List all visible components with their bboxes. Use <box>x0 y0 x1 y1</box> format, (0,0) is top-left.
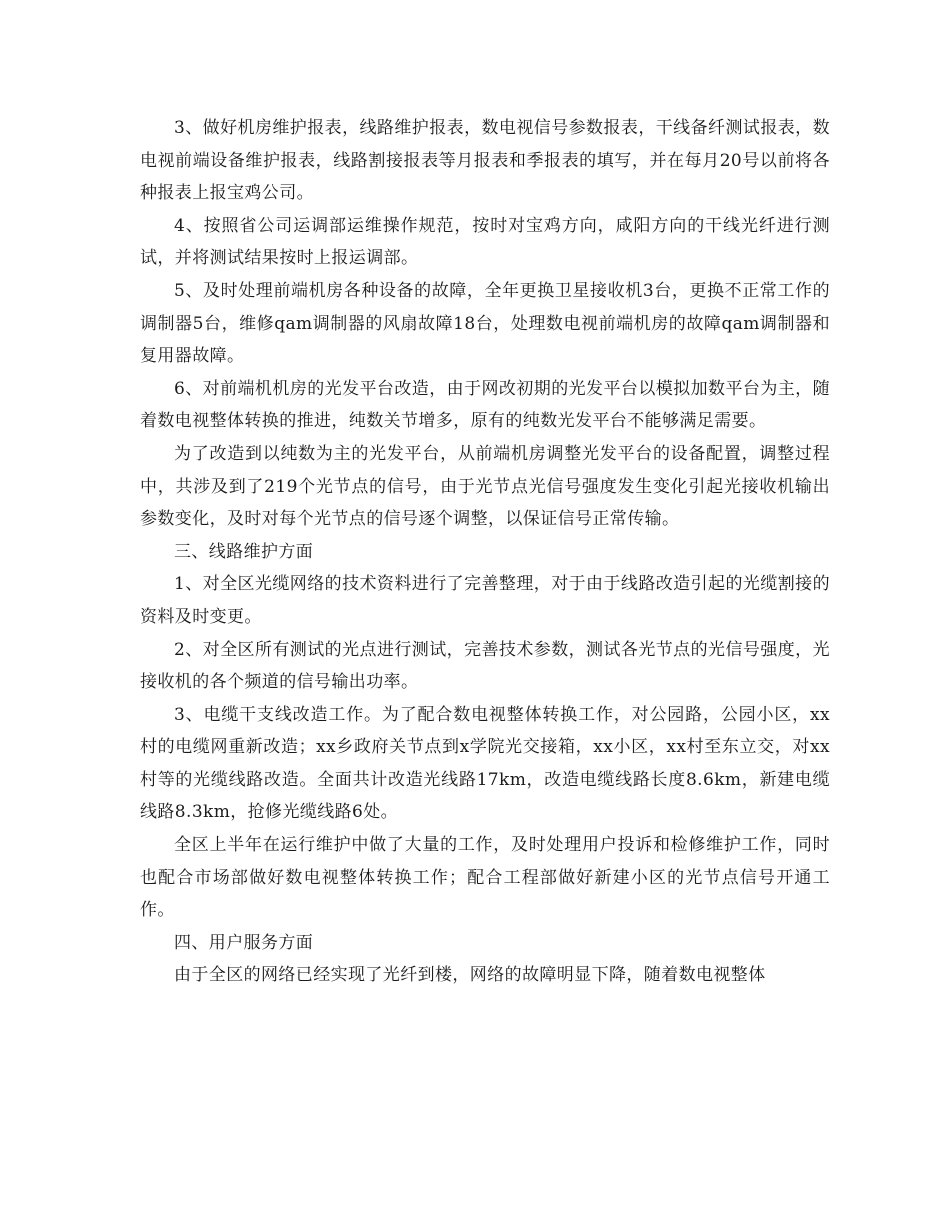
paragraph-trunk-fiber-test: 4、按照省公司运调部运维操作规范，按时对宝鸡方向，咸阳方向的干线光纤进行测试，并将测试结果按时上报运调部。 <box>140 215 830 269</box>
section-heading-user-service: 四、用户服务方面 <box>174 932 314 953</box>
paragraph-cable-records: 1、对全区光缆网络的技术资料进行了完善整理，对于由于线路改造引起的光缆割接的资料及时变更。 <box>140 574 830 627</box>
paragraph-cable-line-upgrade: 3、电缆干支线改造工作。为了配合数电视整体转换工作，对公园路，公园小区，xx村的电缆网重新改造；xx乡政府关节点到x学院光交接箱，xx小区，xx村至东立交，对xx村等的光缆线路改造。全面共计改造光线路17km，改造电缆线路长度8.6km，新建电缆线路8.3km，抢修光缆线路6处。 <box>140 704 830 823</box>
paragraph-equipment-faults: 5、及时处理前端机房各种设备的故障，全年更换卫星接收机3台，更换不正常工作的调制器5台，维修qam调制器的风扇故障18台，处理数电视前端机房的故障qam调制器和复用器故障。 <box>140 280 830 367</box>
paragraph-optical-platform-upgrade: 6、对前端机机房的光发平台改造，由于网改初期的光发平台以模拟加数平台为主，随着数电视整体转换的推进，纯数关节增多，原有的纯数光发平台不能够满足需要。 <box>140 378 830 432</box>
paragraph-optical-node-adjustment: 为了改造到以纯数为主的光发平台，从前端机房调整光发平台的设备配置，调整过程中，共涉及到了219个光节点的信号，由于光节点光信号强度发生变化引起光接收机输出参数变化，及时对每个光节点的信号逐个调整，以保证信号正常传输。 <box>140 443 830 530</box>
section-heading-line-maintenance: 三、线路维护方面 <box>174 541 314 562</box>
paragraph-optical-point-testing: 2、对全区所有测试的光点进行测试，完善技术参数，测试各光节点的光信号强度，光接收机的各个频道的信号输出功率。 <box>140 639 830 693</box>
paragraph-half-year-summary: 全区上半年在运行维护中做了大量的工作，及时处理用户投诉和检修维护工作，同时也配合市场部做好数电视整体转换工作；配合工程部做好新建小区的光节点信号开通工作。 <box>140 835 830 921</box>
paragraph-user-service-intro: 由于全区的网络已经实现了光纤到楼，网络的故障明显下降，随着数电视整体 <box>174 965 766 986</box>
paragraph-report-forms: 3、做好机房维护报表，线路维护报表，数电视信号参数报表，干线备纤测试报表，数电视前端设备维护报表，线路割接报表等月报表和季报表的填写，并在每月20号以前将各种报表上报宝鸡公司。 <box>140 118 830 204</box>
